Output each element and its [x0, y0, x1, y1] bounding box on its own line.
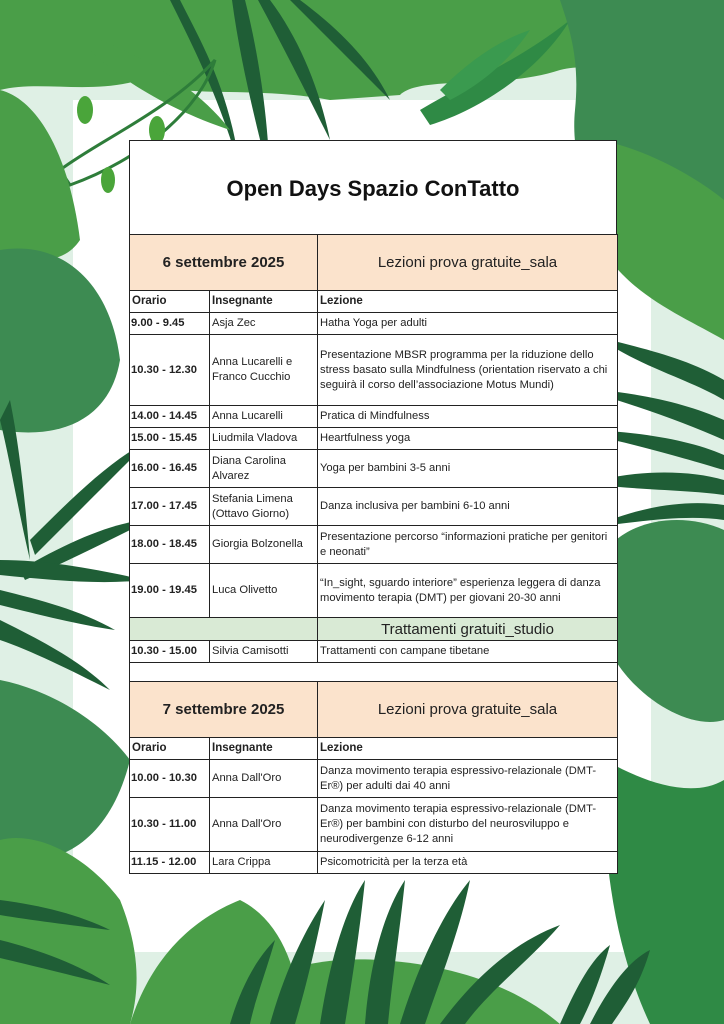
day-date: 7 settembre 2025 [130, 682, 318, 738]
table-row [130, 313, 618, 335]
monstera-leaf-left [0, 680, 130, 862]
schedule-table [129, 234, 618, 874]
teacher-cell: Anna Dall'Oro [210, 798, 318, 852]
day-header-row [130, 682, 618, 738]
time-cell: 11.15 - 12.00 [130, 852, 210, 874]
lesson-cell: Danza movimento terapia espressivo-relazionale (DMT-Er®) per adulti dai 40 anni [318, 760, 618, 798]
time-cell: 17.00 - 17.45 [130, 488, 210, 526]
col-header-lezione: Lezione [318, 738, 618, 760]
title-box [129, 140, 617, 234]
leaf-left-top [0, 90, 80, 260]
time-cell: 10.30 - 12.30 [130, 335, 210, 406]
studio-section-title: Trattamenti gratuiti_studio [318, 618, 618, 641]
column-header-row [130, 291, 618, 313]
teacher-cell: Asja Zec [210, 313, 318, 335]
vine-leaf [101, 167, 115, 193]
lesson-cell: Danza movimento terapia espressivo-relazionale (DMT-Er®) per bambini con disturbo del neurosviluppo e neurodivergenze 6-12 anni [318, 798, 618, 852]
col-header-insegnante: Insegnante [210, 738, 318, 760]
teacher-cell: Anna Lucarelli [210, 406, 318, 428]
table-row [130, 450, 618, 488]
time-cell: 14.00 - 14.45 [130, 406, 210, 428]
col-header-lezione: Lezione [318, 291, 618, 313]
leaf-left-bottom [0, 838, 137, 1024]
palm-blade [0, 620, 110, 690]
palm-blade [600, 473, 724, 496]
time-cell: 10.30 - 15.00 [130, 641, 210, 663]
lesson-cell: Presentazione percorso “informazioni pratiche per genitori e neonati” [318, 526, 618, 564]
col-header-orario: Orario [130, 291, 210, 313]
section-title: Lezioni prova gratuite_sala [318, 235, 618, 291]
lesson-cell: Danza inclusiva per bambini 6-10 anni [318, 488, 618, 526]
vine-leaf [77, 96, 93, 124]
lesson-cell: Yoga per bambini 3-5 anni [318, 450, 618, 488]
lesson-cell: Presentazione MBSR programma per la riduzione dello stress basato sulla Mindfulness (orientation riservato a chi seguirà il corso dell’associazione Motus Mundi) [318, 335, 618, 406]
table-row [130, 760, 618, 798]
spacer-cell [130, 663, 618, 682]
table-row [130, 798, 618, 852]
table-row [130, 641, 618, 663]
schedule-document [129, 140, 617, 874]
lesson-cell: Psicomotricità per la terza età [318, 852, 618, 874]
table-row [130, 335, 618, 406]
table-row [130, 428, 618, 450]
column-header-row [130, 738, 618, 760]
table-row [130, 564, 618, 618]
lesson-cell: Pratica di Mindfulness [318, 406, 618, 428]
palm-blade [0, 560, 145, 582]
teacher-cell: Anna Dall'Oro [210, 760, 318, 798]
lesson-cell: Trattamenti con campane tibetane [318, 641, 618, 663]
col-header-insegnante: Insegnante [210, 291, 318, 313]
time-cell: 10.00 - 10.30 [130, 760, 210, 798]
teacher-cell: Giorgia Bolzonella [210, 526, 318, 564]
col-header-orario: Orario [130, 738, 210, 760]
section-title: Lezioni prova gratuite_sala [318, 682, 618, 738]
lesson-cell: “In_sight, sguardo interiore” esperienza leggera di danza movimento terapia (DMT) per giovani 20-30 anni [318, 564, 618, 618]
time-cell: 18.00 - 18.45 [130, 526, 210, 564]
day-date: 6 settembre 2025 [130, 235, 318, 291]
teacher-cell: Stefania Limena (Ottavo Giorno) [210, 488, 318, 526]
studio-section-empty [130, 618, 318, 641]
teacher-cell: Anna Lucarelli e Franco Cucchio [210, 335, 318, 406]
spacer-row [130, 663, 618, 682]
table-row [130, 406, 618, 428]
lesson-cell: Hatha Yoga per adulti [318, 313, 618, 335]
teacher-cell: Luca Olivetto [210, 564, 318, 618]
time-cell: 16.00 - 16.45 [130, 450, 210, 488]
palm-blade [610, 340, 724, 400]
teacher-cell: Diana Carolina Alvarez [210, 450, 318, 488]
leaf-left-mid [0, 248, 120, 432]
table-row [130, 852, 618, 874]
palm-blade [0, 590, 115, 630]
teacher-cell: Silvia Camisotti [210, 641, 318, 663]
table-row [130, 488, 618, 526]
time-cell: 19.00 - 19.45 [130, 564, 210, 618]
page-title: Open Days Spazio ConTatto [226, 175, 520, 201]
time-cell: 10.30 - 11.00 [130, 798, 210, 852]
time-cell: 15.00 - 15.45 [130, 428, 210, 450]
studio-section-row [130, 618, 618, 641]
teacher-cell: Liudmila Vladova [210, 428, 318, 450]
table-row [130, 526, 618, 564]
lesson-cell: Heartfulness yoga [318, 428, 618, 450]
day-header-row [130, 235, 618, 291]
time-cell: 9.00 - 9.45 [130, 313, 210, 335]
teacher-cell: Lara Crippa [210, 852, 318, 874]
